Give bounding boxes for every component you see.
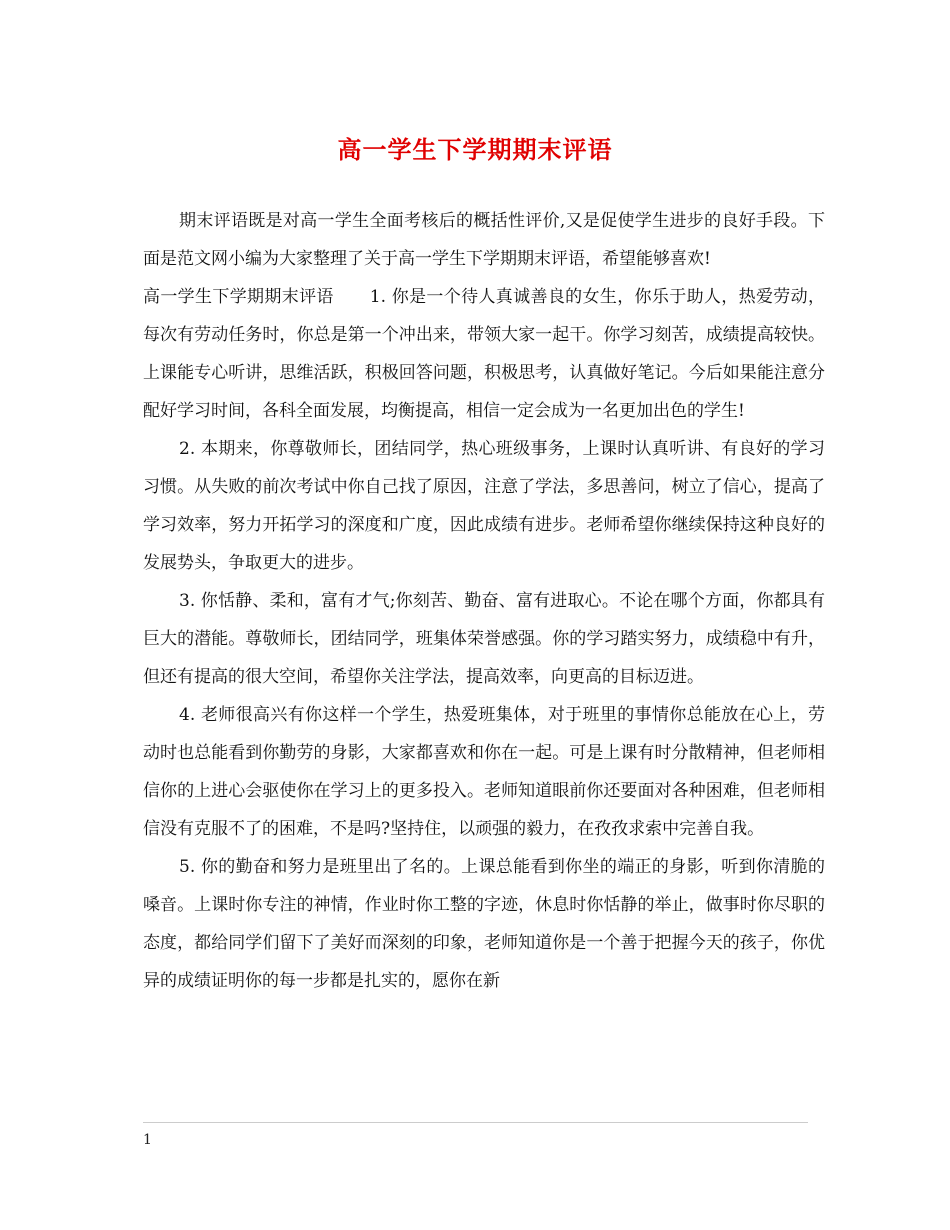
item-1-paragraph: [143, 278, 825, 430]
item-3-paragraph: 3. 你恬静、柔和，富有才气;你刻苦、勤奋、富有进取心。不论在哪个方面，你都具有巨大的潜能。尊敬师长，团结同学，班集体荣誉感强。你的学习踏实努力，成绩稳中有升，但还有提高的很大空间，希望你关注学法，提高效率，向更高的目标迈进。: [143, 591, 825, 687]
document-body: [143, 202, 825, 1000]
page-number: 1: [143, 1132, 152, 1148]
item-2-paragraph: 2. 本期来，你尊敬师长，团结同学，热心班级事务，上课时认真听讲、有良好的学习习惯。从失败的前次考试中你自己找了原因，注意了学法，多思善问，树立了信心，提高了学习效率，努力开拓学习的深度和广度，因此成绩有进步。老师希望你继续保持这种良好的发展势头，争取更大的进步。: [143, 439, 825, 573]
item-5-paragraph: 5. 你的勤奋和努力是班里出了名的。上课总能看到你坐的端正的身影，听到你清脆的嗓音。上课时你专注的神情，作业时你工整的字迹，休息时你恬静的举止，做事时你尽职的态度，都给同学们留下了美好而深刻的印象，老师知道你是一个善于把握今天的孩子，你优异的成绩证明你的每一步都是扎实的，愿你在新: [143, 857, 825, 991]
item-1-text: 1. 你是一个待人真诚善良的女生，你乐于助人，热爱劳动，每次有劳动任务时，你总是第一个冲出来，带领大家一起干。你学习刻苦，成绩提高较快。上课能专心听讲，思维活跃，积极回答问题，积极思考，认真做好笔记。今后如果能注意分配好学习时间，各科全面发展，均衡提高，相信一定会成为一名更加出色的学生!: [143, 287, 825, 421]
footer-divider: [143, 1122, 808, 1123]
document-title: 高一学生下学期期末评语: [337, 135, 613, 164]
item-4-paragraph: 4. 老师很高兴有你这样一个学生，热爱班集体，对于班里的事情你总能放在心上，劳动时也总能看到你勤劳的身影，大家都喜欢和你在一起。可是上课有时分散精神，但老师相信你的上进心会驱使你在学习上的更多投入。老师知道眼前你还要面对各种困难，但老师相信没有克服不了的困难，不是吗?坚持住，以顽强的毅力，在孜孜求索中完善自我。: [143, 705, 825, 839]
intro-paragraph: 期末评语既是对高一学生全面考核后的概括性评价,又是促使学生进步的良好手段。下面是范文网小编为大家整理了关于高一学生下学期期末评语，希望能够喜欢!: [143, 211, 825, 269]
section-heading: 高一学生下学期期末评语: [143, 287, 334, 307]
